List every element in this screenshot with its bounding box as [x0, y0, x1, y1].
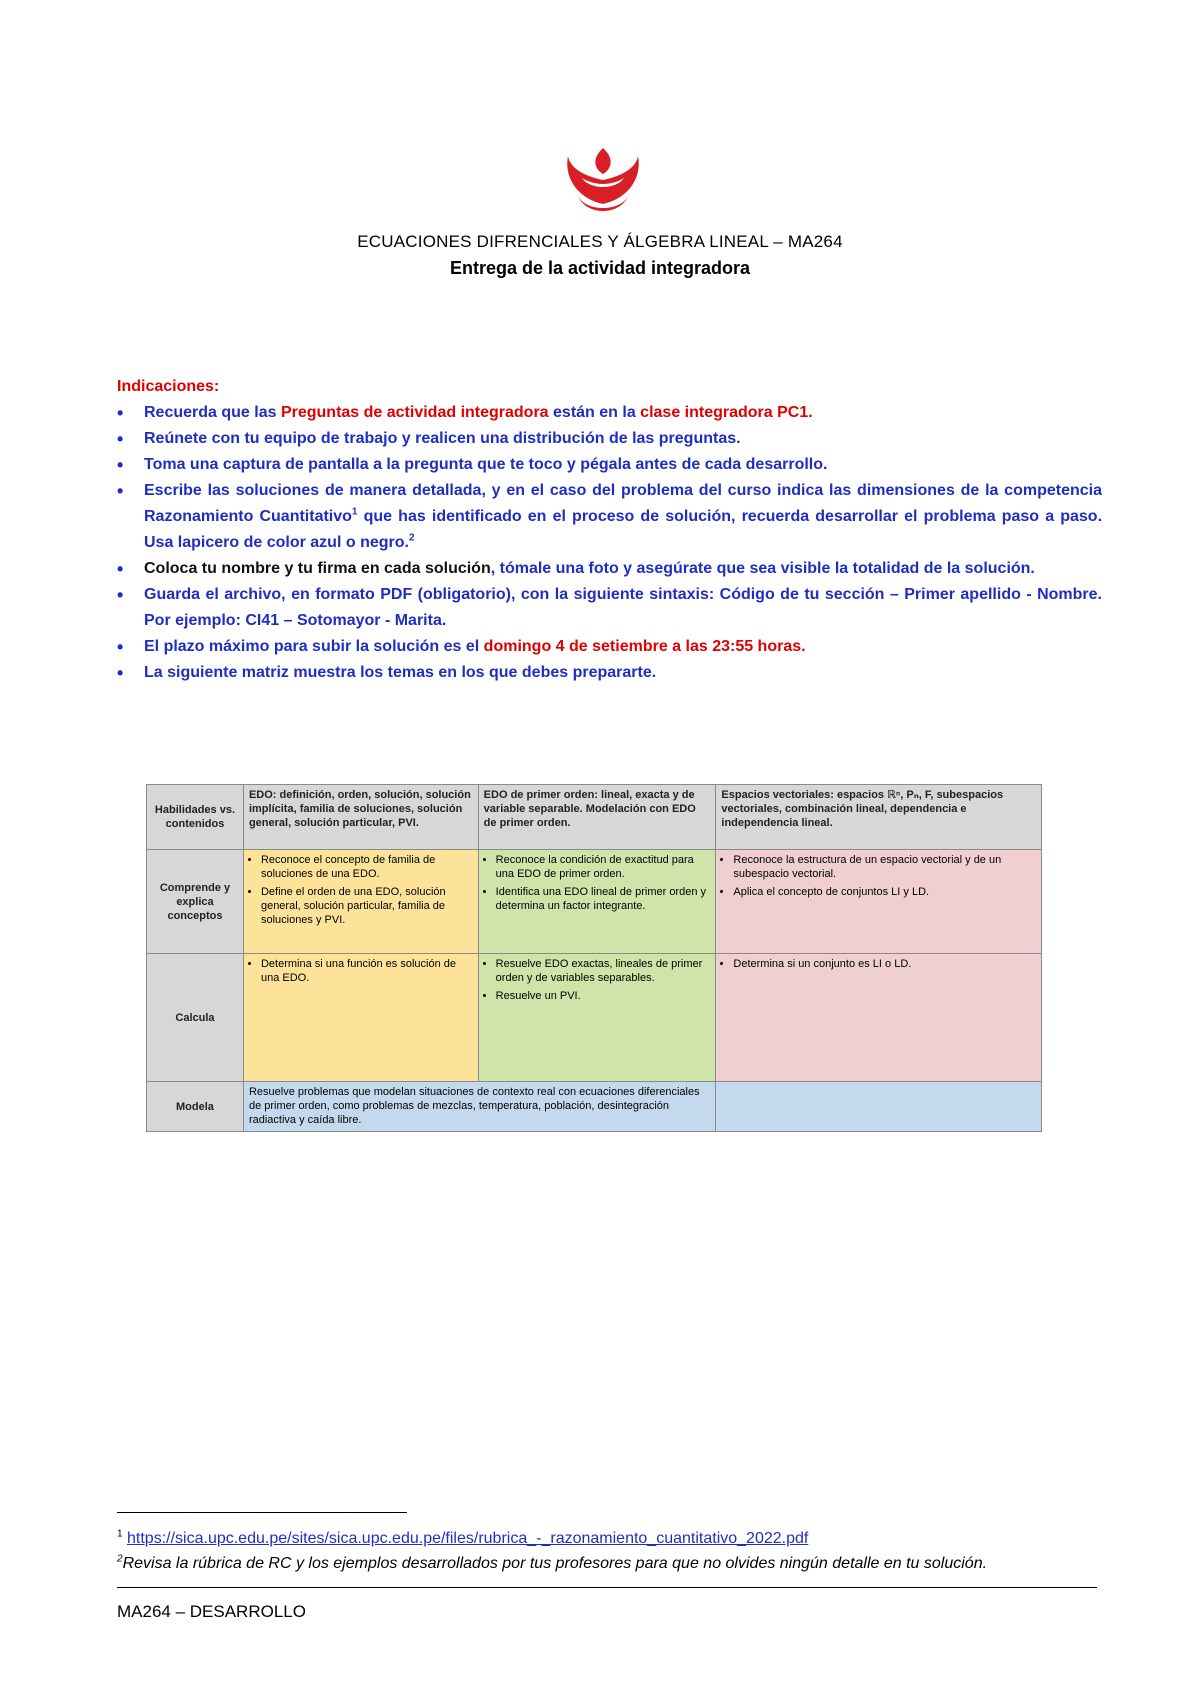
matrix-cell — [716, 954, 1042, 1082]
matrix-cell-item: • Reconoce la condición de exactitud para una EDO de primer orden. — [496, 853, 711, 881]
instruction-text: , tómale una foto y asegúrate que sea visible la totalidad de la solución. — [490, 560, 1035, 577]
instruction-item — [117, 556, 1102, 582]
matrix-col-vector-spaces: Espacios vectoriales: espacios ℝⁿ, Pₙ, F, subespacios vectoriales, combinación lineal, dependencia e independencia lineal. — [716, 785, 1042, 850]
instruction-highlight: Coloca tu nombre y tu firma en cada solución — [144, 560, 491, 577]
matrix-cell — [478, 954, 716, 1082]
matrix-cell-item: • Identifica una EDO lineal de primer orden y determina un factor integrante. — [496, 885, 711, 913]
matrix-row-comprende: Comprende y explica conceptos — [147, 850, 244, 954]
instruction-item: • Reúnete con tu equipo de trabajo y realicen una distribución de las preguntas. — [117, 426, 1102, 452]
matrix-cell — [478, 850, 716, 954]
skills-matrix — [146, 784, 1042, 1132]
matrix-row-calcula: Calcula — [147, 954, 244, 1082]
matrix-cell — [716, 850, 1042, 954]
instruction-item — [117, 400, 1102, 426]
footer-divider — [117, 1587, 1097, 1588]
footnote-number: 1 — [117, 1528, 123, 1540]
matrix-row-modela: Modela — [147, 1082, 244, 1132]
upc-logo — [562, 146, 644, 220]
matrix-cell-empty — [716, 1082, 1042, 1132]
matrix-cell-item: • Define el orden de una EDO, solución general, solución particular, familia de soluciones y PVI. — [261, 885, 473, 927]
matrix-header-row — [147, 785, 1042, 850]
matrix-cell-item: • Aplica el concepto de conjuntos LI y LD. — [733, 885, 1036, 899]
instruction-text: que has identificado en el proceso de solución, recuerda desarrollar el problema paso a paso. Usa lapicero de color azul o negro. — [144, 508, 1103, 551]
matrix-cell-item: • Determina si una función es solución de una EDO. — [261, 957, 473, 985]
footnote-divider — [117, 1512, 407, 1513]
footnote-number: 2 — [117, 1553, 123, 1565]
matrix-col-edo-first-order: EDO de primer orden: lineal, exacta y de variable separable. Modelación con EDO de primer orden. — [478, 785, 716, 850]
matrix-cell-item: • Reconoce el concepto de familia de soluciones de una EDO. — [261, 853, 473, 881]
page-footer: MA264 – DESARROLLO — [117, 1602, 306, 1621]
footnote-1 — [117, 1530, 808, 1548]
matrix-cell-modela: Resuelve problemas que modelan situaciones de contexto real con ecuaciones diferenciales de primer orden, como problemas de mezclas, temperatura, población, desintegración radiactiva y caída libre. — [243, 1082, 715, 1132]
matrix-cell-item: • Resuelve un PVI. — [496, 989, 711, 1003]
instruction-text: están en la — [548, 404, 641, 421]
footnote-ref-2[interactable]: 2 — [408, 532, 415, 544]
instruction-highlight: Preguntas de actividad integradora — [280, 404, 549, 421]
matrix-col-edo: EDO: definición, orden, solución, solución implícita, familia de soluciones, solución general, solución particular, PVI. — [243, 785, 478, 850]
instruction-highlight: clase integradora PC1. — [640, 404, 813, 421]
footnote-ref-1[interactable]: 1 — [351, 506, 358, 518]
rubric-link[interactable]: https://sica.upc.edu.pe/sites/sica.upc.edu.pe/files/rubrica_-_razonamiento_cuantitativo_2022.pdf — [127, 1530, 809, 1547]
matrix-corner: Habilidades vs. contenidos — [147, 785, 244, 850]
matrix-row — [147, 1082, 1042, 1132]
footnote-text: Revisa la rúbrica de RC y los ejemplos desarrollados por tus profesores para que no olvides ningún detalle en tu solución. — [122, 1555, 988, 1572]
matrix-row — [147, 850, 1042, 954]
deadline-text: domingo 4 de setiembre a las 23:55 horas. — [483, 638, 806, 655]
instruction-text: El plazo máximo para subir la solución es el — [144, 638, 484, 655]
course-title: ECUACIONES DIFRENCIALES Y ÁLGEBRA LINEAL – MA264 — [357, 232, 843, 251]
instruction-item: • Guarda el archivo, en formato PDF (obligatorio), con la siguiente sintaxis: Código de tu sección – Primer apellido - Nombre. Por ejemplo: CI41 – Sotomayor - Marita. — [117, 582, 1102, 634]
document-subtitle: Entrega de la actividad integradora — [449, 258, 751, 278]
instruction-text: Escribe las soluciones de manera detallada, y en el caso del problema del curso indica las dimensiones de la competencia Razonamiento Cuantitativo — [144, 482, 1102, 525]
instructions-label: Indicaciones: — [117, 378, 220, 395]
matrix-cell — [243, 954, 478, 1082]
instruction-item — [117, 634, 1102, 660]
footnote-2 — [117, 1555, 1117, 1573]
instruction-item: • Toma una captura de pantalla a la pregunta que te toco y pégala antes de cada desarrollo. — [117, 452, 1102, 478]
matrix-cell-item: • Determina si un conjunto es LI o LD. — [733, 957, 1036, 971]
matrix-cell-item: • Resuelve EDO exactas, lineales de primer orden y de variables separables. — [496, 957, 711, 985]
matrix-cell-item: • Reconoce la estructura de un espacio vectorial y de un subespacio vectorial. — [733, 853, 1036, 881]
instruction-item: • La siguiente matriz muestra los temas en los que debes prepararte. — [117, 660, 1102, 686]
instruction-item — [117, 478, 1102, 556]
instructions-list — [117, 400, 1102, 686]
matrix-cell — [243, 850, 478, 954]
instructions-section — [117, 374, 1102, 686]
instruction-text: Recuerda que las — [144, 404, 281, 421]
matrix-row — [147, 954, 1042, 1082]
